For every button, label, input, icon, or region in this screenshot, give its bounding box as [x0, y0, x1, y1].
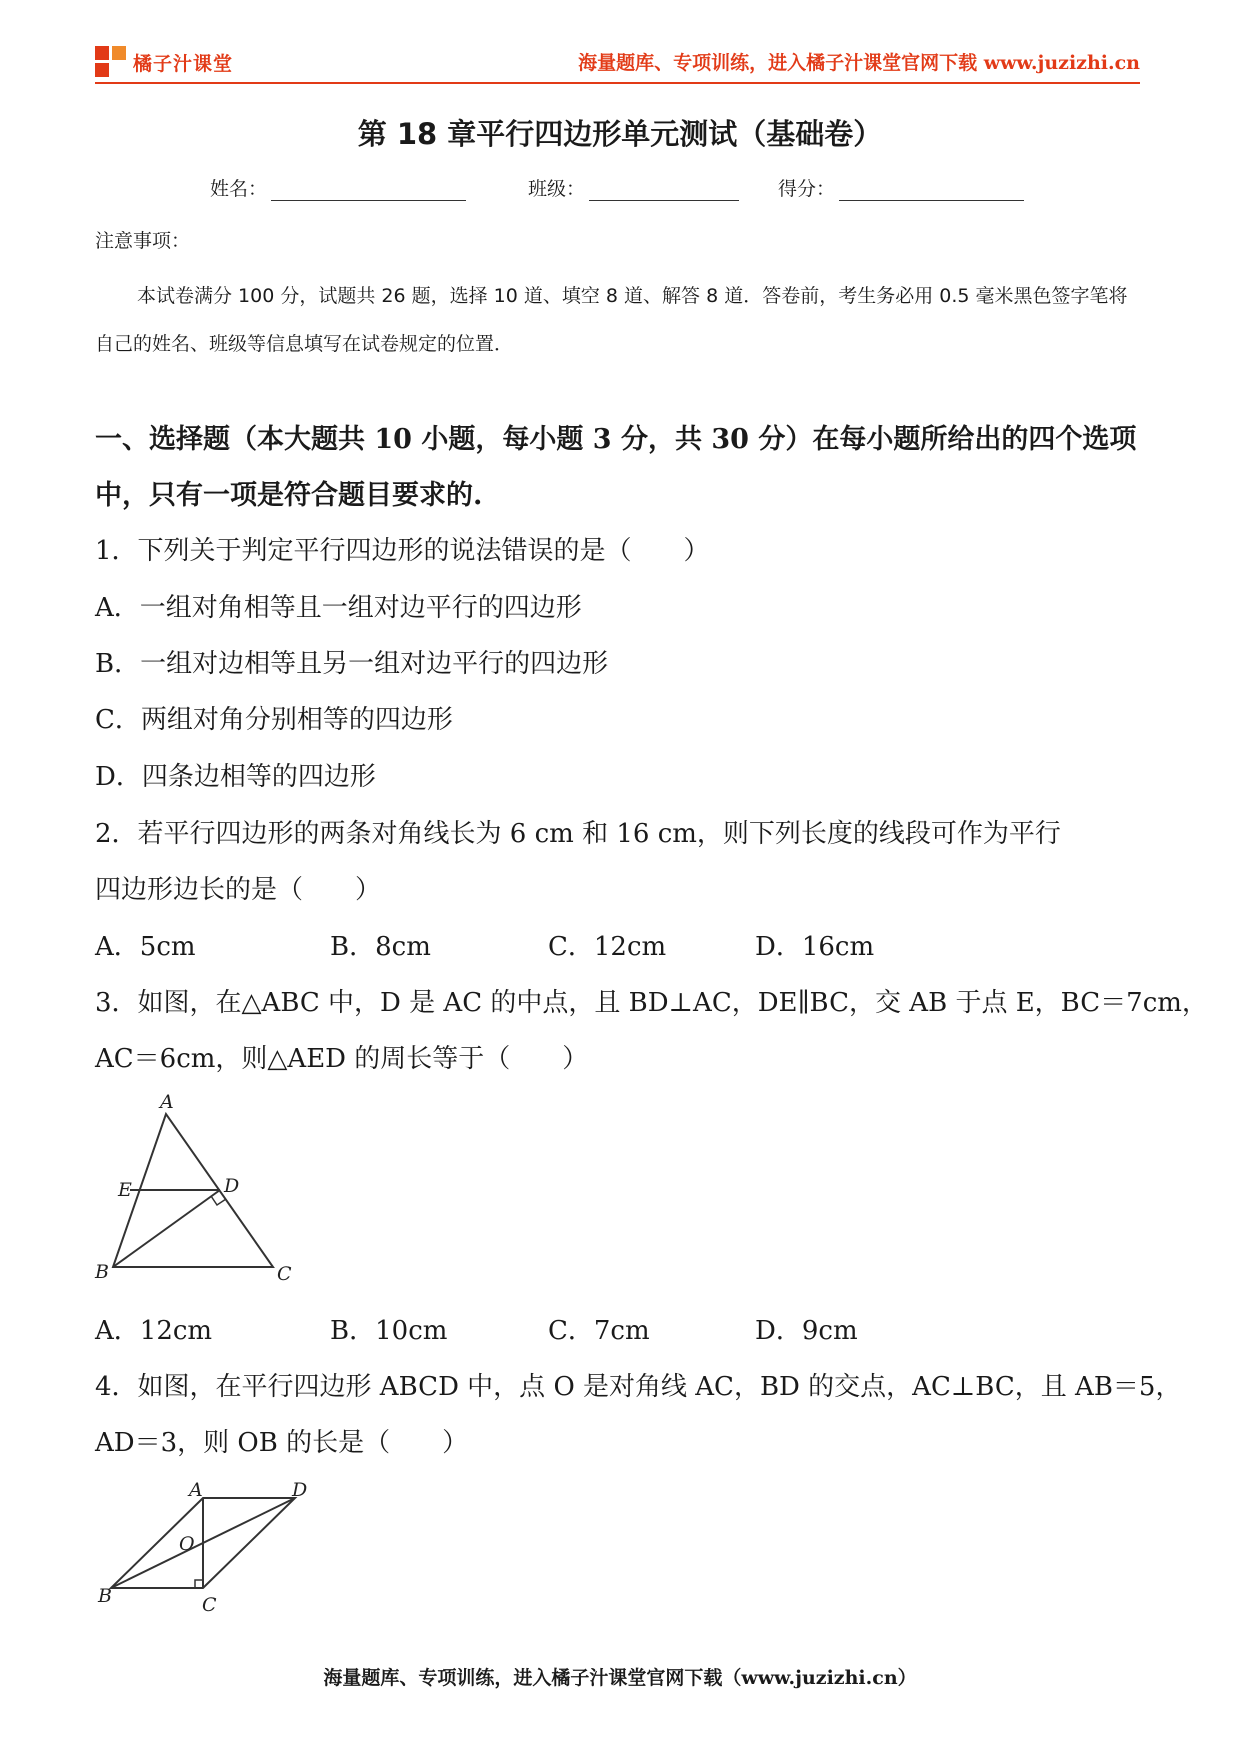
- logo: [95, 46, 233, 78]
- q3-option-b: B．10cm: [330, 1316, 448, 1346]
- section-heading: 一、选择题（本大题共 10 小题，每小题 3 分，共 30 分）在每小题所给出的四个选项中，只有一项是符合题目要求的.: [95, 424, 1137, 511]
- score-label: 得分：: [778, 178, 836, 200]
- notice-title: 注意事项：: [95, 230, 191, 252]
- q2-option-a: A．5cm: [95, 932, 196, 962]
- q1-option-d: D．四条边相等的四边形: [95, 762, 376, 792]
- class-field[interactable]: [528, 174, 739, 201]
- class-blank[interactable]: [589, 180, 739, 201]
- label-d: D: [292, 1479, 308, 1501]
- q3-option-d: D．9cm: [755, 1316, 858, 1346]
- q1-stem: 1．下列关于判定平行四边形的说法错误的是（ ）: [95, 536, 710, 566]
- notice-body: 本试卷满分 100 分，试题共 26 题，选择 10 道、填空 8 道、解答 8 道．答卷前，考生务必用 0.5 毫米黑色签字笔将自己的姓名、班级等信息填写在试卷规定的位置．: [95, 285, 1128, 355]
- class-label: 班级：: [528, 178, 586, 200]
- q1-option-a: A．一组对角相等且一组对边平行的四边形: [95, 593, 582, 623]
- label-a: A: [160, 1091, 174, 1113]
- q2-option-c: C．12cm: [548, 932, 667, 962]
- q3-stem-line1: 3．如图，在△ABC 中，D 是 AC 的中点，且 BD⊥AC，DE∥BC，交 AB 于点 E，BC＝7cm，: [95, 988, 1208, 1018]
- q4-parallelogram-figure: [90, 1474, 330, 1624]
- score-field[interactable]: [778, 174, 1024, 201]
- q2-stem-line1: 2．若平行四边形的两条对角线长为 6 cm 和 16 cm，则下列长度的线段可作为平行: [95, 819, 1061, 849]
- logo-text: 橘子汁课堂: [133, 52, 234, 75]
- label-c: C: [202, 1594, 217, 1616]
- page-title: 第 18 章平行四边形单元测试（基础卷）: [357, 117, 883, 151]
- q2-stem-line2: 四边形边长的是（ ）: [95, 875, 382, 905]
- name-blank[interactable]: [271, 180, 466, 201]
- q3-stem-line2: AC＝6cm，则△AED 的周长等于（ ）: [95, 1044, 589, 1074]
- q3-option-c: C．7cm: [548, 1316, 650, 1346]
- q1-option-c: C．两组对角分别相等的四边形: [95, 705, 453, 735]
- header-ad-text: 海量题库、专项训练，进入橘子汁课堂官网下载 www.juzizhi.cn: [578, 52, 1140, 74]
- q4-stem-line2: AD＝3，则 OB 的长是（ ）: [95, 1428, 469, 1458]
- name-field[interactable]: [210, 174, 466, 201]
- header-divider: [95, 82, 1140, 84]
- label-c: C: [277, 1263, 292, 1285]
- q2-option-d: D．16cm: [755, 932, 875, 962]
- label-d: D: [224, 1175, 240, 1197]
- label-b: B: [98, 1585, 112, 1607]
- label-o: O: [179, 1533, 195, 1555]
- score-blank[interactable]: [839, 180, 1024, 201]
- q2-option-b: B．8cm: [330, 932, 431, 962]
- label-e: E: [118, 1179, 132, 1201]
- name-label: 姓名：: [210, 178, 268, 200]
- label-a: A: [189, 1479, 203, 1501]
- q4-stem-line1: 4．如图，在平行四边形 ABCD 中，点 O 是对角线 AC，BD 的交点，AC⊥BC，且 AB＝5，: [95, 1372, 1182, 1402]
- q1-option-b: B．一组对边相等且另一组对边平行的四边形: [95, 649, 609, 679]
- logo-icon: [95, 46, 127, 78]
- label-b: B: [95, 1261, 109, 1283]
- q3-option-a: A．12cm: [95, 1316, 213, 1346]
- right-angle-mark: [195, 1580, 203, 1588]
- q3-triangle-figure: [90, 1088, 310, 1288]
- page-footer: 海量题库、专项训练，进入橘子汁课堂官网下载（www.juzizhi.cn）: [323, 1667, 917, 1689]
- page-header: [95, 40, 1140, 80]
- segment-bd: [113, 1190, 220, 1267]
